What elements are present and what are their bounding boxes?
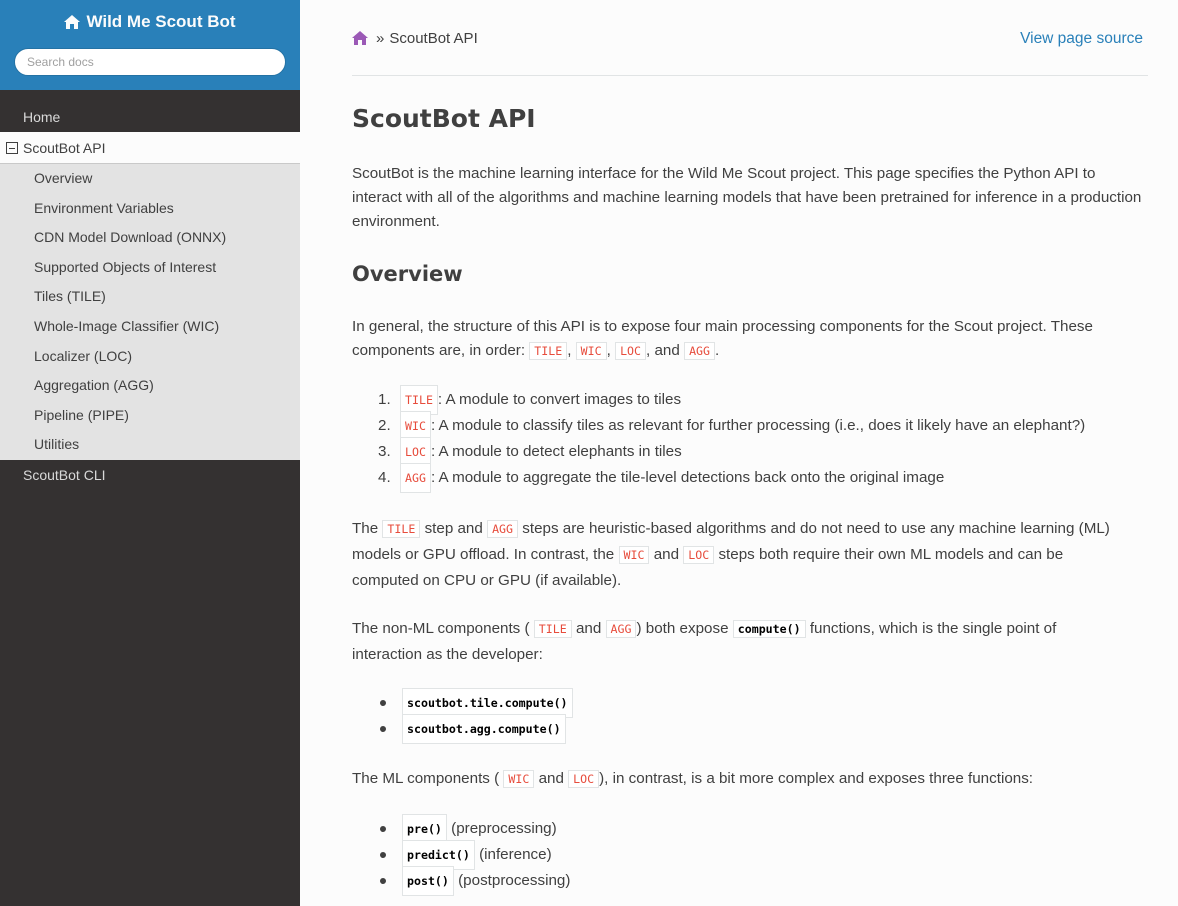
sidebar-item-home[interactable]: Home [23,109,61,125]
breadcrumb [352,28,1148,48]
page-title: ScoutBot API [352,104,536,133]
list-item [378,439,1148,465]
sidebar-menu [0,103,300,490]
list-item [380,716,1150,742]
text: The non-ML components ( [352,620,530,637]
list-number: 3. [378,443,391,460]
code-function: pre() [402,814,447,844]
breadcrumb-current: ScoutBot API [389,29,478,47]
bullet-icon [380,726,386,732]
list-item [380,842,1150,868]
sidebar-subitem-wic[interactable]: Whole-Image Classifier (WIC) [34,317,220,334]
list-number: 2. [378,417,391,434]
text: and [538,770,564,787]
breadcrumb-separator: » [376,29,385,47]
sidebar-subitem-agg[interactable]: Aggregation (AGG) [34,377,154,394]
text: ) both expose [636,620,729,637]
heuristic-paragraph [352,516,1148,594]
list-item [380,868,1150,894]
list-number: 4. [378,469,391,486]
code-loc: LOC [683,546,714,564]
code-agg: AGG [400,463,431,493]
list-text: (preprocessing) [451,820,557,837]
bullet-icon [380,700,386,706]
ml-functions-list [380,816,1150,894]
list-number: 1. [378,391,391,408]
sidebar-subitem-loc[interactable]: Localizer (LOC) [34,347,133,364]
sidebar-subitem-tiles[interactable]: Tiles (TILE) [34,288,106,305]
code-tile: TILE [534,620,572,638]
sidebar-subitem-cdn-model-download[interactable]: CDN Model Download (ONNX) [34,229,227,246]
sidebar-item-label: ScoutBot API [23,139,106,156]
ml-paragraph [352,766,1148,792]
text: and [653,546,680,563]
list-text: : A module to detect elephants in tiles [430,443,682,460]
code-tile: TILE [382,520,420,538]
text: functions, which is the single point of [809,620,1057,637]
code-agg: AGG [487,520,518,538]
sidebar-subitem-supported-objects[interactable]: Supported Objects of Interest [34,258,217,275]
overview-paragraph: In general, the structure of this API is to expose four main processing components for the Scout project. These components are, in order: TILE , WIC , LOC , and AGG . [352,318,1093,359]
code-wic: WIC [400,411,431,441]
text: computed on CPU or GPU (if available). [352,572,622,589]
home-icon [64,15,80,29]
code-function: predict() [402,840,475,870]
text: and [575,620,602,637]
code-compute: compute() [733,620,806,638]
code-loc: LOC [568,770,599,788]
brand-link[interactable] [64,12,235,32]
text: models or GPU offload. In contrast, the [352,546,615,563]
sidebar-subitem-pipe[interactable]: Pipeline (PIPE) [34,406,129,423]
list-item [378,465,1148,491]
sidebar-submenu [0,164,300,460]
list-text: : A module to classify tiles as relevant for further processing (i.e., does it likely have an elephant?) [430,417,1086,434]
list-text: (inference) [479,846,552,863]
steps-list [378,387,1148,491]
intro-paragraph: ScoutBot is the machine learning interface for the Wild Me Scout project. This page specifies the Python API to interact with all of the algorithms and machine learning models that have been pretrained for inference in a production environment. [352,165,1142,230]
code-loc: LOC [400,437,431,467]
text: steps both require their own ML models and can be [718,546,1064,563]
code-wic: WIC [619,546,650,564]
section-heading-overview: Overview [352,262,463,286]
list-text: : A module to convert images to tiles [437,391,682,408]
sidebar [0,0,300,906]
text: step and [424,520,483,537]
compute-functions-list [380,690,1150,742]
divider [352,75,1148,76]
search-input[interactable] [14,48,286,76]
code-loc: LOC [615,342,646,360]
home-icon[interactable] [352,31,368,45]
code-function: post() [402,866,454,896]
sidebar-item-cli[interactable]: ScoutBot CLI [23,466,106,483]
bullet-icon [380,878,386,884]
code-function: scoutbot.agg.compute() [402,714,566,744]
text: The [352,520,379,537]
code-tile: TILE [529,342,567,360]
code-function: scoutbot.tile.compute() [402,688,573,718]
sidebar-item-scoutbot-api[interactable] [0,132,300,164]
text: ), in contrast, is a bit more complex and exposes three functions: [599,770,1034,787]
sidebar-subitem-utilities[interactable]: Utilities [34,436,80,453]
list-item [380,816,1150,842]
list-item [378,413,1148,439]
non-ml-paragraph [352,616,1148,668]
bullet-icon [380,826,386,832]
list-item [378,387,1148,413]
text: interaction as the developer: [352,646,543,663]
brand-title: Wild Me Scout Bot [86,12,236,31]
list-text: (postprocessing) [458,872,571,889]
list-item [380,690,1150,716]
minus-square-icon[interactable] [6,142,18,154]
text: The ML components ( [352,770,500,787]
text: steps are heuristic-based algorithms and do not need to use any machine learning (ML) [522,520,1110,537]
code-agg: AGG [684,342,715,360]
code-wic: WIC [503,770,534,788]
bullet-icon [380,852,386,858]
code-wic: WIC [576,342,607,360]
sidebar-subitem-overview[interactable]: Overview [34,170,93,186]
list-text: : A module to aggregate the tile-level detections back onto the original image [430,469,945,486]
text: and [654,342,680,359]
view-source-link[interactable]: View page source [1020,30,1143,47]
code-agg: AGG [606,620,637,638]
sidebar-subitem-environment-variables[interactable]: Environment Variables [34,199,174,216]
text: In general, the structure of this API is to expose four main processing components for the Scout project. These components are, in order: [352,318,1093,359]
code-tile: TILE [400,385,438,415]
sidebar-header [0,0,300,90]
